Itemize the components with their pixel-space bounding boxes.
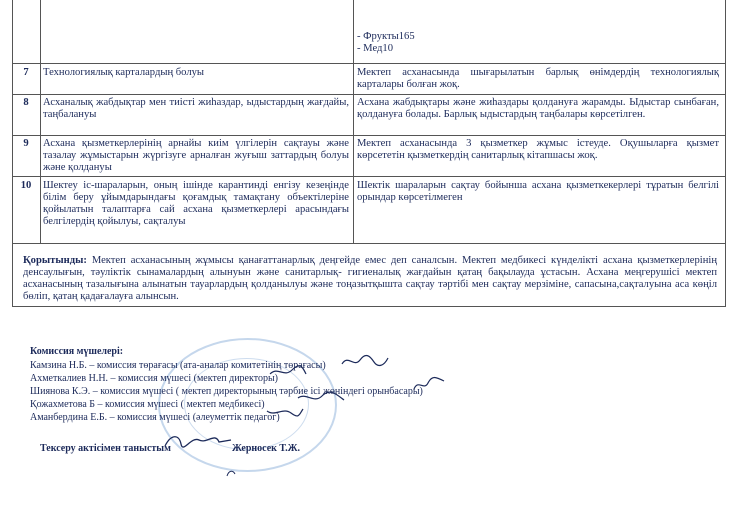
result-line: - Фрукты165	[357, 31, 415, 42]
inspection-table	[12, 0, 726, 307]
row-number: 8	[23, 97, 29, 108]
criterion-cell: Асханалық жабдықтар мен тиісті жиһаздар, ыдыстардың жағдайы, таңбалануы	[43, 97, 349, 120]
conclusion-label: Қорытынды:	[23, 255, 87, 266]
small-mark	[225, 468, 237, 478]
acknowledgement-name: Жерносек Т.Ж.	[232, 443, 300, 454]
result-cell: Мектеп асханасында шығарылатын барлық өнімдердің технологиялық карталары болған жоқ.	[357, 67, 719, 90]
commission-member: Қожахметова Б – комиссия мүшесі ( мектеп медбикесі)	[30, 399, 265, 410]
commission-title: Комиссия мүшелері:	[30, 346, 124, 357]
acknowledgement-label: Тексеру актісімен таныстым	[40, 443, 171, 454]
result-cell: Мектеп асханасында 3 қызметкер жұмыс істеуде. Оқушыларға қызмет көрсететін қызметкердің санитарлық кітапшасы жоқ.	[357, 138, 719, 161]
signature-image	[340, 352, 390, 370]
signature-image	[265, 405, 305, 419]
conclusion	[23, 255, 717, 303]
criterion-cell: Технологиялық карталардың болуы	[43, 67, 205, 78]
row-number: 10	[20, 180, 32, 191]
result-line: - Мед10	[357, 43, 394, 54]
row-number: 9	[23, 138, 29, 149]
signature-image	[296, 390, 346, 406]
signature-image	[163, 430, 233, 452]
row-number: 7	[23, 67, 29, 78]
commission-member: Камзина Н.Б. – комиссия төрағасы (ата-аналар комитетінің төрағасы)	[30, 360, 326, 371]
criterion-cell: Асхана қызметкерлерінің арнайы киім үлгілерін сақтауы және тазалау жұмыстарын жүргізуге арналған жуғыш заттардың болуы және қолдануы	[43, 138, 349, 173]
commission-member: Шиянова К.Э. – комиссия мүшесі ( мектеп директорының тәрбие ісі жөніндегі орынбасары)	[30, 386, 423, 397]
result-cell: Асхана жабдықтары және жиһаздары қолдануға жарамды. Ыдыстар сынбаған, қолдануға болады. Барлық ыдыстардың таңбалары көрсетілген.	[357, 97, 719, 120]
result-cell: Шектік шараларын сақтау бойынша асхана қызметкекерлері тұратын белгілі орындар көрсетілмеген	[357, 180, 719, 203]
signature-image	[412, 375, 446, 393]
commission-member: Аманбердина Е.Б. – комиссия мүшесі (әлеуметтік педагог)	[30, 412, 280, 423]
table-row	[357, 31, 719, 55]
signature-image	[268, 364, 308, 380]
conclusion-text: Мектеп асханасының жұмысы қанағаттанарлық деңгейде емес деп саналсын. Мектеп медбикесі күнделікті асхана қызметкерлерінің денсаулығын, тәуліктік сынамалардың алынуын және санитарлық- гигиеналық жағдайын қатаң бақылауда ұстасын. Асхана меңгерушісі мектеп асханасының тазалығына алынатын тауарлардың қолданылуы және тоңазытқышта сақтау тәртібі мен сақтау мерзіміне, сапасына,сақталуына аса көңіл бөліп, қатаң қадағалауға алынсын.	[23, 255, 717, 302]
criterion-cell: Шектеу іс-шараларын, оның ішінде карантинді енгізу кезеңінде білім беру ұйымдарындағы қоғамдық тамақтану объектілеріне қойылатын талаптарға сай асхана қызметкерлері арасындағы белгілердің қойылуы, сақталуы	[43, 180, 349, 227]
acknowledgement	[40, 443, 171, 455]
commission-member: Ахметкалиев Н.Н. – комиссия мүшесі (мектеп директоры)	[30, 373, 279, 384]
